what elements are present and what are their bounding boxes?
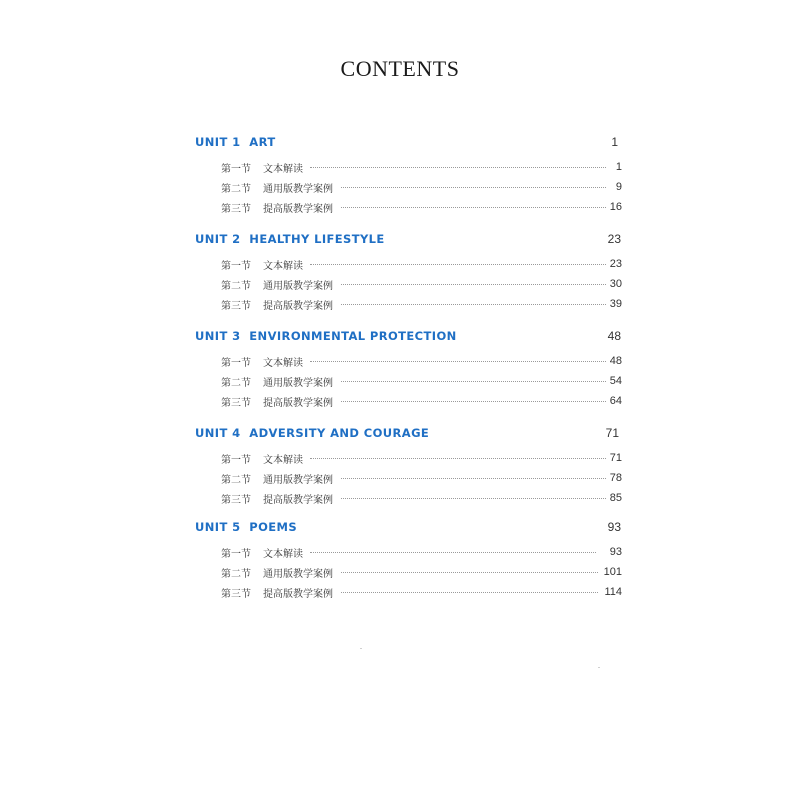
dot-leader [341, 478, 606, 479]
dot-leader [341, 498, 606, 499]
section-row[interactable] [195, 197, 622, 217]
section-number: 第二节 [221, 474, 251, 486]
section-list [195, 157, 622, 217]
section-number: 第二节 [221, 568, 251, 580]
section-title: 文本解读 [263, 548, 303, 560]
unit-page-number: 1 [611, 135, 618, 149]
section-page-number: 16 [609, 201, 622, 213]
section-title: 提高版教学案例 [263, 588, 333, 600]
section-title: 提高版教学案例 [263, 203, 333, 215]
unit-heading [195, 426, 622, 444]
section-title: 提高版教学案例 [263, 300, 333, 312]
section-row[interactable] [195, 294, 622, 314]
dot-leader [341, 284, 606, 285]
section-title: 文本解读 [263, 260, 303, 272]
section-row[interactable] [195, 391, 622, 411]
section-title: 文本解读 [263, 454, 303, 466]
section-row[interactable] [195, 448, 622, 468]
section-title: 通用版教学案例 [263, 183, 333, 195]
unit-entry [195, 520, 622, 602]
unit-entry [195, 135, 622, 217]
dot-leader [341, 592, 598, 593]
section-number: 第一节 [221, 548, 251, 560]
section-page-number: 71 [609, 452, 622, 464]
section-title: 通用版教学案例 [263, 568, 333, 580]
unit-heading [195, 329, 622, 347]
section-number: 第三节 [221, 588, 251, 600]
section-row[interactable] [195, 488, 622, 508]
section-title: 通用版教学案例 [263, 280, 333, 292]
section-row[interactable] [195, 177, 622, 197]
unit-entry [195, 329, 622, 411]
dot-leader [310, 264, 606, 265]
section-page-number: 93 [609, 546, 622, 558]
section-number: 第二节 [221, 183, 251, 195]
paper-speck [360, 648, 362, 649]
section-page-number: 85 [609, 492, 622, 504]
section-title: 文本解读 [263, 163, 303, 175]
section-row[interactable] [195, 542, 622, 562]
page-title: CONTENTS [340, 56, 460, 81]
unit-page-number: 23 [607, 232, 621, 246]
section-list [195, 448, 622, 508]
section-row[interactable] [195, 582, 622, 602]
dot-leader [310, 167, 606, 168]
section-page-number: 114 [604, 586, 622, 598]
paper-speck [598, 667, 600, 668]
unit-page-number: 71 [605, 426, 619, 440]
unit-entry [195, 426, 622, 508]
section-page-number: 23 [609, 258, 622, 270]
section-number: 第三节 [221, 203, 251, 215]
section-page-number: 9 [615, 181, 622, 193]
section-page-number: 78 [609, 472, 622, 484]
section-number: 第三节 [221, 397, 251, 409]
section-number: 第一节 [221, 163, 251, 175]
unit-heading [195, 232, 622, 250]
section-row[interactable] [195, 371, 622, 391]
section-row[interactable] [195, 157, 622, 177]
dot-leader [341, 572, 598, 573]
section-list [195, 254, 622, 314]
section-page-number: 39 [609, 298, 622, 310]
section-number: 第二节 [221, 280, 251, 292]
dot-leader [341, 401, 606, 402]
section-list [195, 542, 622, 602]
section-row[interactable] [195, 274, 622, 294]
section-number: 第二节 [221, 377, 251, 389]
section-title: 通用版教学案例 [263, 377, 333, 389]
section-title: 提高版教学案例 [263, 397, 333, 409]
unit-heading [195, 520, 622, 538]
section-page-number: 54 [609, 375, 622, 387]
section-page-number: 1 [615, 161, 622, 173]
section-number: 第一节 [221, 454, 251, 466]
dot-leader [310, 458, 606, 459]
section-title: 提高版教学案例 [263, 494, 333, 506]
section-row[interactable] [195, 351, 622, 371]
unit-title[interactable]: UNIT 3 ENVIRONMENTAL PROTECTION [195, 329, 457, 343]
section-number: 第三节 [221, 300, 251, 312]
section-list [195, 351, 622, 411]
unit-heading [195, 135, 622, 153]
section-number: 第三节 [221, 494, 251, 506]
section-page-number: 48 [609, 355, 622, 367]
section-page-number: 30 [609, 278, 622, 290]
unit-entry [195, 232, 622, 314]
section-title: 文本解读 [263, 357, 303, 369]
section-page-number: 64 [609, 395, 622, 407]
dot-leader [341, 207, 606, 208]
unit-title[interactable]: UNIT 4 ADVERSITY AND COURAGE [195, 426, 430, 440]
section-row[interactable] [195, 562, 622, 582]
dot-leader [310, 552, 596, 553]
section-row[interactable] [195, 254, 622, 274]
section-row[interactable] [195, 468, 622, 488]
unit-title[interactable]: UNIT 5 POEMS [195, 520, 298, 534]
section-number: 第一节 [221, 260, 251, 272]
unit-title[interactable]: UNIT 2 HEALTHY LIFESTYLE [195, 232, 385, 246]
dot-leader [310, 361, 606, 362]
section-number: 第一节 [221, 357, 251, 369]
dot-leader [341, 381, 606, 382]
dot-leader [341, 304, 606, 305]
section-title: 通用版教学案例 [263, 474, 333, 486]
unit-page-number: 93 [607, 520, 621, 534]
unit-page-number: 48 [607, 329, 621, 343]
dot-leader [341, 187, 606, 188]
unit-title[interactable]: UNIT 1 ART [195, 135, 276, 149]
section-page-number: 101 [603, 566, 622, 578]
